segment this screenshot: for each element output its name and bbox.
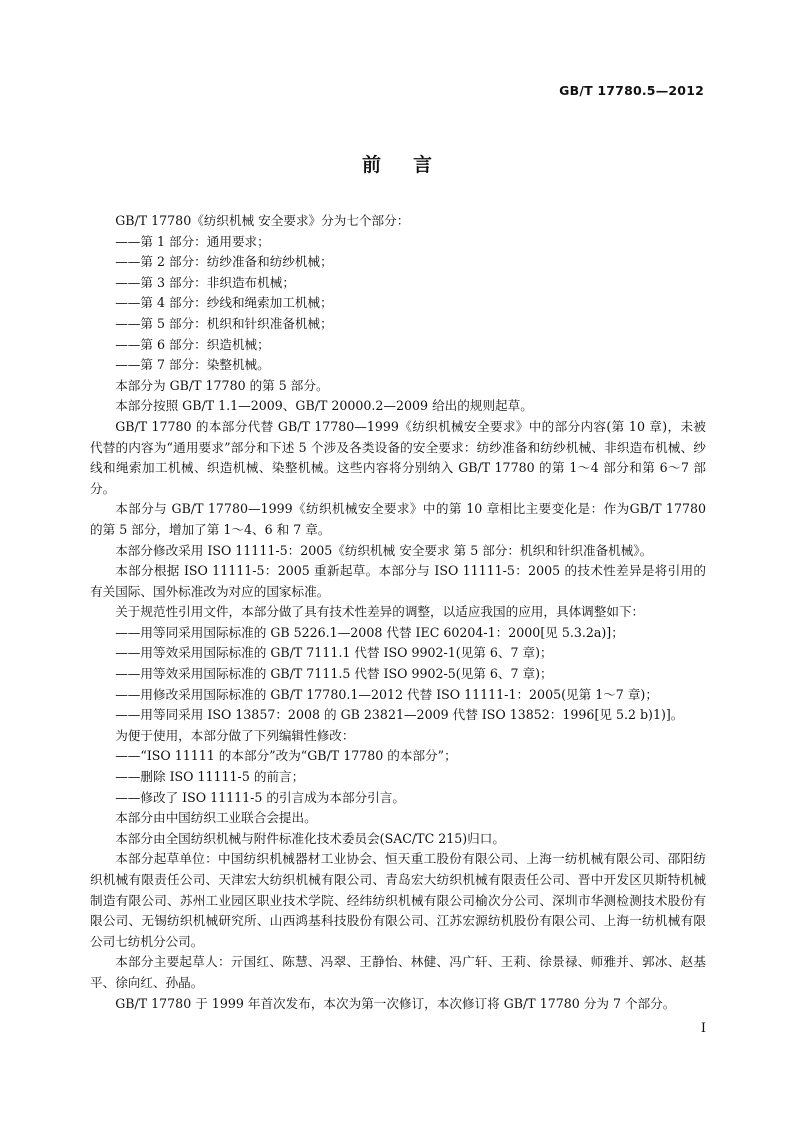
paragraph: GB/T 17780 于 1999 年首次发布，本次为第一次修订，本次修订将 GB/T 17780 分为 7 个部分。 — [115, 995, 676, 1011]
paragraph: 本部分与 GB/T 17780—1999《纺织机械安全要求》中的第 10 章相比主要变化是：作为GB/T 17780 的第 5 部分，增加了第 1～4、6 和 7 章。 — [90, 501, 706, 537]
list-item: ——用等效采用国际标准的 GB/T 7111.1 代替 ISO 9902-1(见第 6、7 章)； — [115, 645, 553, 661]
page-number: I — [700, 1021, 706, 1036]
list-item: ——第 4 部分：纱线和绳索加工机械； — [115, 295, 333, 311]
list-item: ——“ISO 11111 的本部分”改为“GB/T 17780 的本部分”； — [115, 748, 457, 764]
paragraph: 本部分由中国纺织工业联合会提出。 — [115, 810, 317, 826]
list-item: ——用修改采用国际标准的 GB/T 17780.1—2012 代替 ISO 11111-1：2005(见第 1～7 章)； — [115, 686, 658, 702]
list-item: ——用等同采用 ISO 13857：2008 的 GB 23821—2009 代替 ISO 13852：1996[见 5.2 b)1)]。 — [115, 707, 684, 723]
paragraph: 本部分根据 ISO 11111-5：2005 重新起草。本部分与 ISO 11111-5：2005 的技术性差异是将引用的有关国际、国外标准改为对应的国家标准。 — [90, 563, 706, 599]
list-item: ——用等效采用国际标准的 GB/T 7111.5 代替 ISO 9902-5(见第 6、7 章)； — [115, 666, 553, 682]
paragraph: GB/T 17780 的本部分代替 GB/T 17780—1999《纺织机械安全要求》中的部分内容(第 10 章)，未被代替的内容为“通用要求”部分和下述 5 个涉及各类设备的安全要求：纺纱准备和纺纱机械、非织造布机械、纱线和绳索加工机械、织造机械、染整机械。这些内容将分别纳入 GB/T 17780 的第 1～4 部分和第 6～7 部分。 — [90, 418, 706, 496]
list-item: ——第 5 部分：机织和针织准备机械； — [115, 315, 333, 331]
paragraph: GB/T 17780《纺织机械 安全要求》分为七个部分： — [115, 213, 410, 228]
list-item: ——用等同采用国际标准的 GB 5226.1—2008 代替 IEC 60204-1：2000[见 5.3.2a)]； — [115, 624, 624, 640]
paragraph: 本部分修改采用 ISO 11111-5：2005《纺织机械 安全要求 第 5 部分：机织和针织准备机械》。 — [115, 542, 653, 558]
paragraph: 本部分由全国纺织机械与附件标准化技术委员会(SAC/TC 215)归口。 — [115, 830, 505, 846]
list-item: ——第 1 部分：通用要求； — [115, 233, 270, 249]
list-item: ——第 3 部分：非织造布机械； — [115, 274, 295, 290]
paragraph: 本部分主要起草人：亓国红、陈慧、冯翠、王静怡、林健、冯广轩、王莉、徐景禄、师雅并、郭冰、赵基平、徐向红、孙晶。 — [90, 954, 706, 990]
list-item: ——第 6 部分：织造机械； — [115, 336, 270, 352]
paragraph: 为便于使用，本部分做了下列编辑性修改： — [115, 727, 355, 743]
header-standard-code: GB/T 17780.5—2012 — [559, 83, 704, 98]
page-title: 前言 — [361, 154, 464, 176]
paragraph: 关于规范性引用文件，本部分做了具有技术性差异的调整，以适应我国的应用，具体调整如下： — [115, 604, 645, 620]
foreword-body — [90, 211, 706, 1014]
paragraph: 本部分起草单位：中国纺织机械器材工业协会、恒天重工股份有限公司、上海一纺机械有限公司、邵阳纺织机械有限责任公司、天津宏大纺织机械有限公司、青岛宏大纺织机械有限责任公司、晋中开发区贝斯特机械制造有限公司、苏州工业园区职业技术学院、经纬纺织机械有限公司榆次分公司、深圳市华测检测技术股份有限公司、无锡纺织机械研究所、山西鸿基科技股份有限公司、江苏宏源纺机股份有限公司、上海一纺机械有限公司七纺机分公司。 — [90, 851, 706, 949]
paragraph: 本部分按照 GB/T 1.1—2009、GB/T 20000.2—2009 给出的规则起草。 — [115, 398, 533, 414]
list-item: ——第 2 部分：纺纱准备和纺纱机械； — [115, 254, 333, 270]
paragraph: 本部分为 GB/T 17780 的第 5 部分。 — [115, 377, 329, 393]
list-item: ——修改了 ISO 11111-5 的引言成为本部分引言。 — [115, 789, 405, 805]
list-item: ——第 7 部分：染整机械。 — [115, 357, 270, 373]
list-item: ——删除 ISO 11111-5 的前言； — [115, 769, 305, 785]
